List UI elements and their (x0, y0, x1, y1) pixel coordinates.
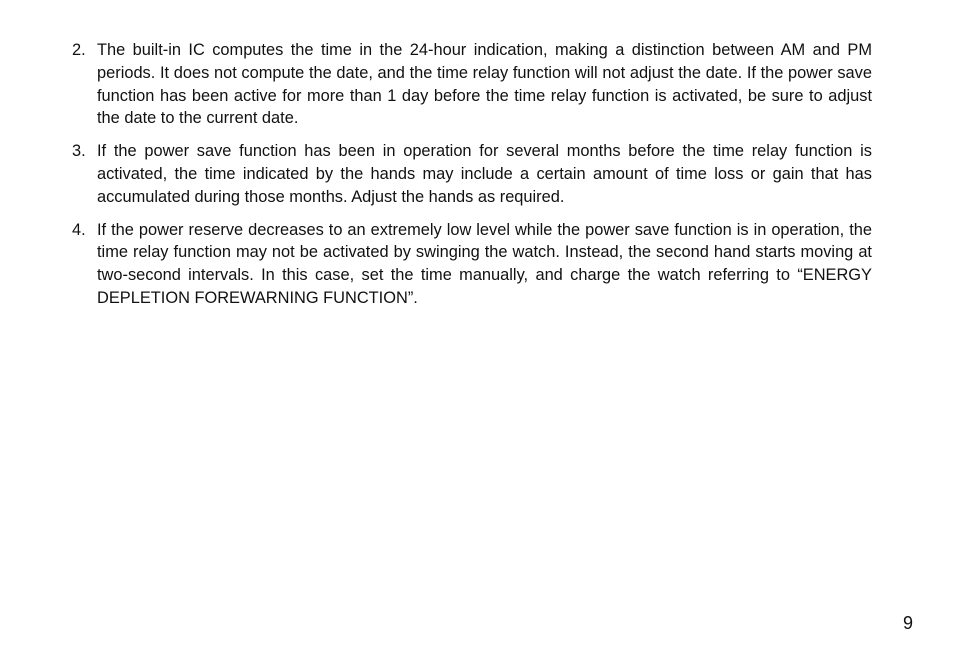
list-item (72, 219, 872, 310)
list-item (72, 39, 872, 130)
item-number: 3. (72, 142, 86, 161)
numbered-list (72, 39, 872, 320)
page-number: 9 (902, 613, 913, 633)
item-number: 2. (72, 41, 86, 59)
item-number: 4. (72, 220, 86, 239)
item-text: If the power save function has been in operation for several months before the time relay function is activated, the time indicated by the hands may include a certain amount of time loss or gain that has accumulated during those months. Adjust the hands as required. (97, 142, 872, 206)
item-text: If the power reserve decreases to an extremely low level while the power save function is in operation, the time relay function may not be activated by swinging the watch. Instead, the second hand starts moving at two-second intervals. In this case, set the time manually, and charge the watch referring to “ENERGY DEPLETION FOREWARNING FUNCTION”. (97, 220, 872, 307)
item-text: The built-in IC computes the time in the 24-hour indication, making a distinction between AM and PM periods. It does not compute the date, and the time relay function will not adjust the date. If the power save function has been active for more than 1 day before the time relay function is activated, be sure to adjust the date to the current date. (97, 41, 872, 128)
list-item (72, 140, 872, 208)
